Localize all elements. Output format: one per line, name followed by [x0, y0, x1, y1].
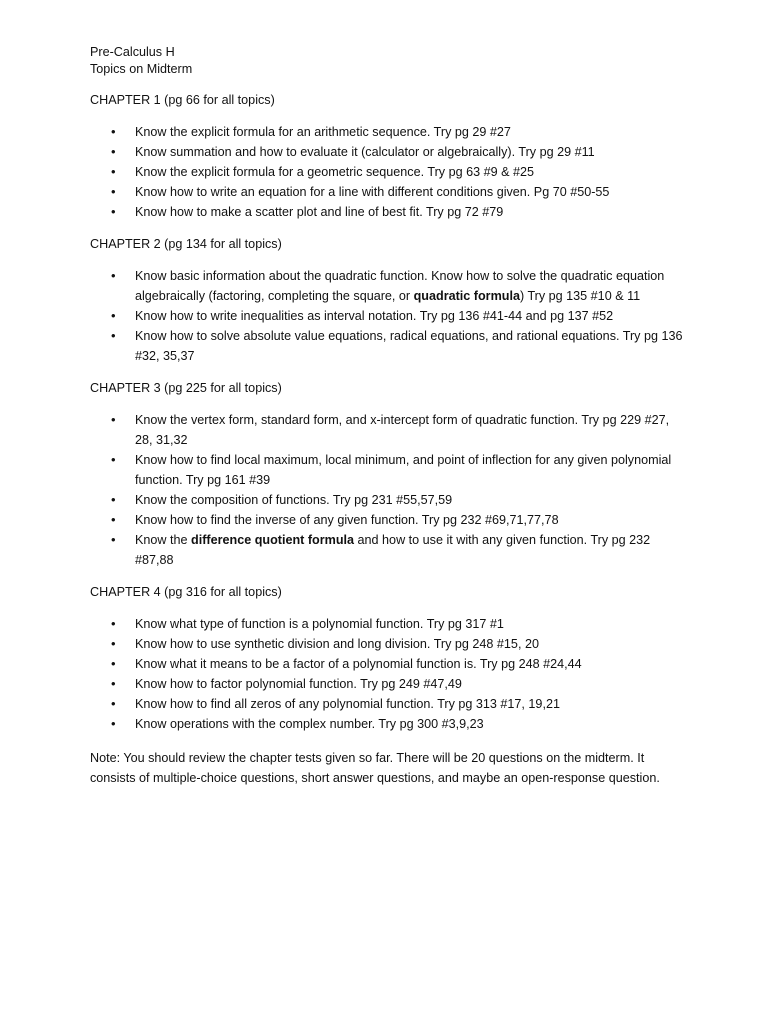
topic-text: Know how to solve absolute value equations, radical equations, and rational equations. Try pg 136 #32, 35,37 [135, 329, 683, 363]
chapter-section [90, 90, 688, 222]
bullet-icon: • [111, 124, 116, 139]
topic-text: Know how to make a scatter plot and line of best fit. Try pg 72 #79 [135, 205, 504, 219]
bullet-icon: • [111, 656, 116, 671]
topic-item [90, 450, 688, 490]
midterm-note: Note: You should review the chapter tests given so far. There will be 20 questions on the midterm. It consists of multiple-choice questions, short answer questions, and maybe an open-response question. [90, 751, 660, 785]
topic-item [90, 202, 688, 222]
bullet-icon: • [111, 412, 116, 427]
topic-text: Know the composition of functions. Try pg 231 #55,57,59 [135, 493, 453, 507]
bullet-icon: • [111, 184, 116, 199]
bullet-icon: • [111, 716, 116, 731]
topic-item [90, 614, 688, 634]
chapter-heading: CHAPTER 4 (pg 316 for all topics) [90, 585, 282, 599]
topic-item [90, 266, 688, 306]
topic-item [90, 122, 688, 142]
topic-text: Know how to write an equation for a line with different conditions given. Pg 70 #50-55 [135, 185, 610, 199]
topic-item [90, 714, 688, 734]
topic-text: Know the explicit formula for a geometric sequence. Try pg 63 #9 & #25 [135, 165, 535, 179]
topic-item [90, 490, 688, 510]
topic-item [90, 530, 688, 570]
chapter-heading: CHAPTER 3 (pg 225 for all topics) [90, 381, 282, 395]
topic-text: Know what type of function is a polynomial function. Try pg 317 #1 [135, 617, 504, 631]
topic-item [90, 306, 688, 326]
bullet-icon: • [111, 204, 116, 219]
bullet-icon: • [111, 268, 116, 283]
bullet-icon: • [111, 164, 116, 179]
topic-item [90, 142, 688, 162]
bullet-icon: • [111, 512, 116, 527]
topic-text: Know how to find the inverse of any given function. Try pg 232 #69,71,77,78 [135, 513, 559, 527]
topic-item [90, 674, 688, 694]
topic-item [90, 410, 688, 450]
chapter-heading: CHAPTER 1 (pg 66 for all topics) [90, 93, 275, 107]
bullet-icon: • [111, 616, 116, 631]
bullet-icon: • [111, 636, 116, 651]
topic-item [90, 182, 688, 202]
topic-text: Know summation and how to evaluate it (calculator or algebraically). Try pg 29 #11 [135, 145, 595, 159]
bullet-icon: • [111, 532, 116, 547]
topic-item [90, 326, 688, 366]
topic-text: Know operations with the complex number. Try pg 300 #3,9,23 [135, 717, 484, 731]
topic-text: Know how to find all zeros of any polynomial function. Try pg 313 #17, 19,21 [135, 697, 560, 711]
topic-item [90, 634, 688, 654]
topic-text: Know how to find local maximum, local minimum, and point of inflection for any given polynomial function. Try pg 161 #39 [135, 453, 672, 487]
bullet-icon: • [111, 328, 116, 343]
chapter-section [90, 234, 688, 366]
bullet-icon: • [111, 676, 116, 691]
chapter-section [90, 582, 688, 734]
chapter-section [90, 378, 688, 570]
chapter-heading: CHAPTER 2 (pg 134 for all topics) [90, 237, 282, 251]
topic-text: Know the [135, 533, 192, 547]
topic-list [90, 410, 688, 570]
bullet-icon: • [111, 144, 116, 159]
topic-text: and how to use it with any given function. Try pg 232 #87,88 [135, 533, 651, 567]
course-title: Pre-Calculus H [90, 45, 175, 59]
topic-emphasis: difference quotient formula [191, 533, 355, 547]
topic-text: ) Try pg 135 #10 & 11 [519, 289, 641, 303]
topic-text: Know what it means to be a factor of a polynomial function is. Try pg 248 #24,44 [135, 657, 582, 671]
topic-list [90, 266, 688, 366]
topic-text: Know how to factor polynomial function. Try pg 249 #47,49 [135, 677, 462, 691]
topic-item [90, 694, 688, 714]
topic-emphasis: quadratic formula [413, 289, 520, 303]
topic-text: Know how to write inequalities as interval notation. Try pg 136 #41-44 and pg 137 #52 [135, 309, 614, 323]
topic-list [90, 122, 688, 222]
topic-item [90, 162, 688, 182]
topic-item [90, 654, 688, 674]
topic-item [90, 510, 688, 530]
chapter-list [90, 90, 688, 734]
topic-list [90, 614, 688, 734]
topic-text: Know the vertex form, standard form, and x-intercept form of quadratic function. Try pg 229 #27, 28, 31,32 [135, 413, 670, 447]
bullet-icon: • [111, 492, 116, 507]
bullet-icon: • [111, 696, 116, 711]
bullet-icon: • [111, 308, 116, 323]
document-subtitle: Topics on Midterm [90, 62, 193, 76]
topic-text: Know the explicit formula for an arithmetic sequence. Try pg 29 #27 [135, 125, 511, 139]
topic-text: Know basic information about the quadratic function. Know how to solve the quadratic equation algebraically (factoring, completing the square, or [135, 269, 665, 303]
bullet-icon: • [111, 452, 116, 467]
topic-text: Know how to use synthetic division and long division. Try pg 248 #15, 20 [135, 637, 539, 651]
